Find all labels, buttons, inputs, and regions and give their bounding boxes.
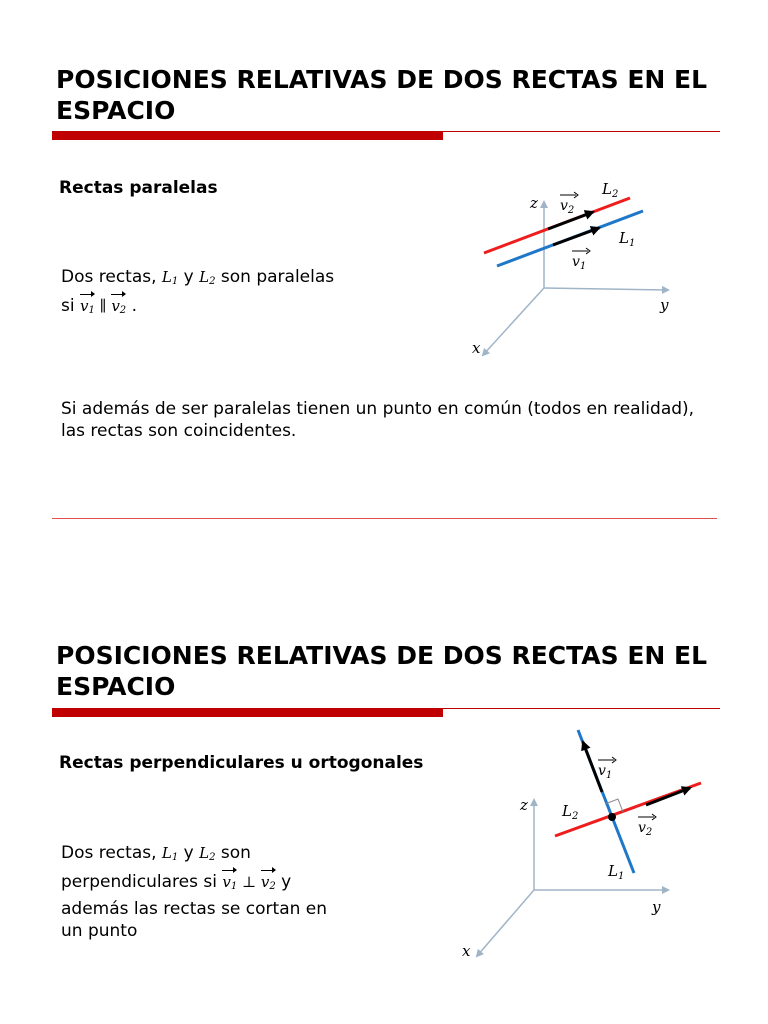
text-run: son paralelas (215, 267, 335, 287)
text-run: además las rectas se cortan en (61, 899, 328, 919)
text-run: un punto (61, 921, 138, 941)
y-axis-label: y (652, 898, 661, 916)
vector-v2-symbol: $v_2$ (261, 869, 276, 898)
text-run: y (275, 872, 292, 892)
vector-v1-symbol: $v_1$ (80, 293, 95, 322)
line-l2-symbol: $L_2$ (199, 268, 216, 287)
text-run: si (61, 296, 80, 316)
line-l2-label: $L_2$ (602, 180, 619, 200)
line-l2-label: $L_2$ (562, 802, 579, 822)
vector-v1-label (598, 757, 616, 781)
line-l1-symbol: $L_1$ (161, 844, 179, 863)
text-run: y (178, 843, 200, 863)
parallel-symbol: ∥ (94, 297, 112, 315)
slide-title: POSICIONES RELATIVAS DE DOS RECTAS EN EL ESPACIO (56, 641, 708, 701)
text-run: perpendiculares si (61, 872, 223, 892)
perpendicular-definition (61, 842, 327, 942)
title-underline-thin (443, 708, 720, 709)
svg-text:v2: $v_2$ (638, 820, 653, 838)
z-axis-label: z (530, 194, 538, 212)
vector-v1-arrow (553, 228, 599, 245)
vector-v1-symbol: $v_1$ (222, 869, 237, 898)
section-subtitle: Rectas paralelas (59, 178, 218, 198)
parallel-definition (61, 266, 334, 322)
text-run: y (178, 267, 200, 287)
text-run: . (126, 296, 137, 316)
title-underline-thin (443, 131, 720, 132)
y-axis (544, 288, 668, 290)
line-l1-symbol: $L_1$ (161, 268, 179, 287)
coincident-note: Si además de ser paralelas tienen un punto en común (todos en realidad), las rectas son coincidentes. (61, 399, 695, 441)
title-underline-thick (52, 131, 443, 140)
vector-v2-label (560, 192, 578, 216)
text-run: son (215, 843, 251, 863)
perpendicular-lines-diagram (440, 720, 720, 960)
svg-text:v1: $v_1$ (598, 763, 613, 781)
vector-v2-arrow (646, 788, 690, 805)
z-axis-label: z (520, 796, 528, 814)
x-axis-label: x (472, 339, 481, 357)
slide-perpendicular (0, 580, 768, 1024)
line-l1-label: $L_1$ (608, 862, 625, 882)
x-axis-label: x (462, 942, 471, 960)
vector-v2-symbol: $v_2$ (111, 293, 126, 322)
svg-text:v2: $v_2$ (560, 198, 575, 216)
svg-text:v1: $v_1$ (572, 254, 587, 272)
vector-v2-label (638, 814, 656, 838)
line-l2-symbol: $L_2$ (199, 844, 216, 863)
slide-separator (52, 518, 717, 519)
text-run: Dos rectas, (61, 843, 162, 863)
perpendicular-symbol: ⊥ (237, 873, 261, 891)
slide-title: POSICIONES RELATIVAS DE DOS RECTAS EN EL ESPACIO (56, 65, 708, 125)
text-run: Dos rectas, (61, 267, 162, 287)
vector-v1-label (572, 248, 590, 272)
intersection-point (608, 813, 616, 821)
title-underline-thick (52, 708, 443, 717)
y-axis-label: y (660, 296, 669, 314)
x-axis (483, 288, 544, 355)
line-l1-label: $L_1$ (619, 229, 636, 249)
section-subtitle: Rectas perpendiculares u ortogonales (59, 753, 424, 773)
parallel-lines-diagram (440, 170, 700, 370)
x-axis (477, 890, 534, 956)
